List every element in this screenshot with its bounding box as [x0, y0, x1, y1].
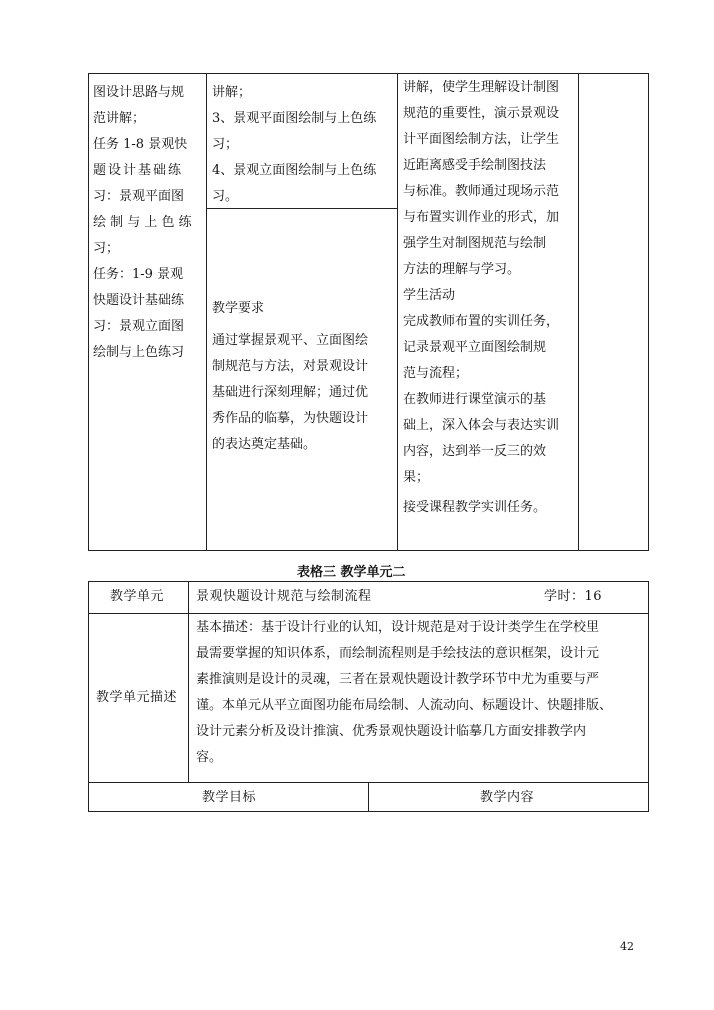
content-column-top	[212, 80, 394, 210]
tasks-line: 范讲解；	[93, 111, 146, 126]
tasks-column	[93, 80, 203, 366]
desc-label: 教学单元描述	[96, 690, 178, 705]
methods-column	[403, 75, 575, 521]
methods-line: 计平面图绘制方法，让学生	[403, 132, 560, 147]
content-line: 习；	[212, 137, 239, 152]
methods-line: 范与流程；	[403, 366, 469, 381]
requirements-line: 秀作品的临摹，为快题设计	[212, 411, 369, 426]
methods-line: 在教师进行课堂演示的基	[403, 392, 547, 407]
tasks-line: 习：景观平面图	[93, 189, 185, 204]
methods-line: 学生活动	[403, 288, 456, 303]
requirements-line: 的表达奠定基础。	[212, 437, 317, 452]
content-line: 讲解；	[212, 85, 252, 100]
requirements-line: 通过掌握景观平、立面图绘	[212, 333, 369, 348]
desc-line: 谨。本单元从平立面图功能布局绘制、人流动向、标题设计、快题排版、	[196, 698, 613, 713]
tasks-line: 快题设计基础练	[93, 293, 185, 308]
tasks-line: 绘制与上色练习	[93, 345, 185, 360]
methods-line: 近距离感受手绘制图技法	[403, 158, 547, 173]
content-line: 习。	[212, 189, 239, 204]
tasks-line: 习；	[93, 241, 120, 256]
desc-line: 设计元素分析及设计推演、优秀景观快题设计临摹几方面安排教学内	[196, 724, 587, 739]
desc-line: 容。	[196, 750, 223, 765]
methods-line: 完成教师布置的实训任务，	[403, 314, 560, 329]
tasks-line: 习：景观立面图	[93, 319, 185, 334]
methods-line: 础上，深入体会与表达实训	[403, 418, 560, 433]
methods-line: 方法的理解与学习。	[403, 262, 521, 277]
methods-line: 果；	[403, 470, 430, 485]
table-caption: 表格三 教学单元二	[297, 565, 406, 580]
unit-label: 教学单元	[110, 589, 165, 604]
methods-line: 记录景观平立面图绘制规	[403, 340, 547, 355]
requirements-block	[212, 296, 394, 458]
methods-line: 接受课程教学实训任务。	[403, 500, 547, 515]
desc-line: 基本描述：基于设计行业的认知，设计规范是对于设计类学生在学校里	[196, 620, 600, 635]
tasks-line: 图设计思路与规	[93, 85, 185, 100]
desc-text	[196, 615, 644, 771]
goal-header: 教学目标	[202, 790, 257, 805]
tasks-line: 任务 1-8 景观快	[93, 137, 188, 152]
methods-line: 内容，达到举一反三的效	[403, 444, 547, 459]
content-line: 4、景观立面图绘制与上色练	[212, 163, 377, 178]
tasks-line: 绘 制 与 上 色 练	[93, 215, 192, 230]
tasks-line: 任务：1-9 景观	[93, 267, 184, 282]
unit-value: 景观快题设计规范与绘制流程	[196, 589, 372, 604]
methods-line: 规范的重要性，演示景观设	[403, 106, 560, 121]
content-line: 3、景观平面图绘制与上色练	[212, 111, 377, 126]
methods-line: 强学生对制图规范与绘制	[403, 236, 547, 251]
methods-line: 与标准。教师通过现场示范	[403, 184, 560, 199]
page-number: 42	[620, 940, 634, 953]
requirements-line: 基础进行深刻理解；通过优	[212, 385, 369, 400]
requirements-line: 制规范与方法，对景观设计	[212, 359, 369, 374]
content-header: 教学内容	[480, 790, 535, 805]
methods-line: 讲解，使学生理解设计制图	[403, 80, 560, 95]
tasks-line: 题设计基础练	[93, 163, 184, 178]
unit-hours: 学时：16	[544, 589, 603, 604]
methods-line: 与布置实训作业的形式，加	[403, 210, 560, 225]
desc-line: 最需要掌握的知识体系，而绘制流程则是手绘技法的意识框架，设计元	[196, 646, 600, 661]
desc-line: 素推演则是设计的灵魂，三者在景观快题设计教学环节中尤为重要与严	[196, 672, 600, 687]
requirements-title: 教学要求	[212, 301, 265, 316]
